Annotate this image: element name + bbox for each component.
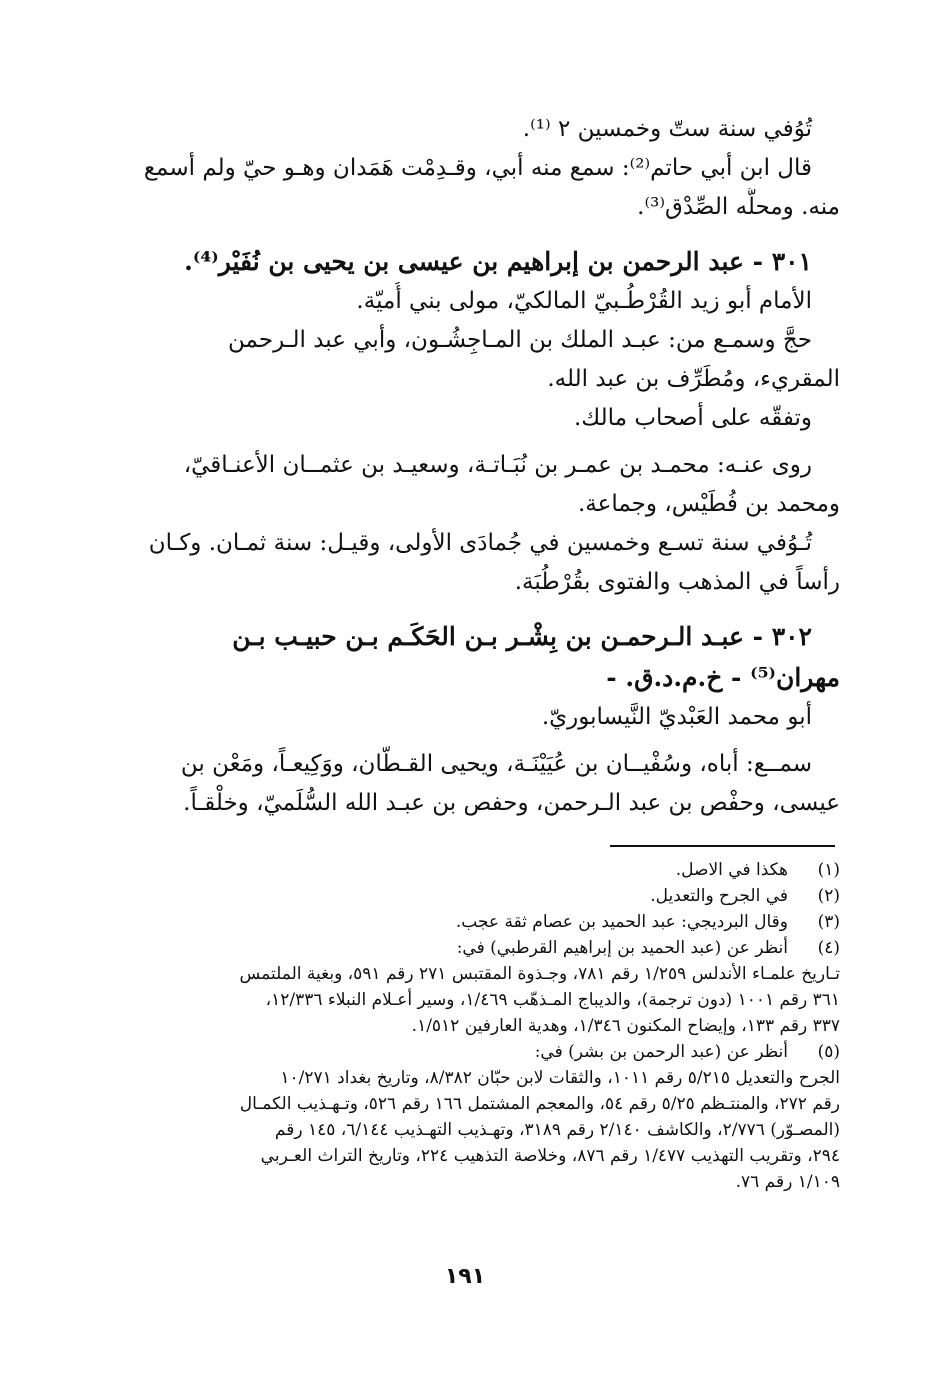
text-line: الأمام أبو زيد القُرْطُـبيّ المالكيّ، مولى بني أُميّة.	[356, 288, 812, 314]
footnote-text: هكذا في الاصل.	[675, 860, 788, 880]
footnote-number: (٤)	[817, 938, 840, 958]
footnote-text: ١/١٠٩ رقم ٧٦.	[735, 1172, 840, 1192]
text-line: رأساً في المذهب والفتوى بقُرْطُبَة.	[514, 569, 840, 595]
footnote	[95, 883, 840, 909]
footnote-text: وقال البرديجي: عبد الحميد بن عصام ثقة عجب.	[455, 912, 788, 932]
text-line: ومحمد بن فُطَيْس، وجماعة.	[577, 491, 840, 517]
footnote-divider	[610, 845, 835, 847]
text-line: روى عنـه: محمـد بن عمـر بن نُبَـاتـة، وسعيـد بن عثمــان الأعنـاقيّ،	[183, 452, 812, 478]
text-line: أبو محمد العَبْديّ النَّيسابوريّ.	[541, 704, 812, 730]
text-line: منه. ومحلُّه الصِّدْق⁽³⁾.	[637, 194, 840, 220]
text-line: قال ابن أبي حاتم⁽²⁾: سمع منه أبي، وقـدِمْت هَمَدان وهـو حيّ ولم أسمع	[143, 155, 812, 181]
text-line: عيسى، وحفْص بن عبد الـرحمن، وحفص بن عبـد الله السُّلَميّ، وخلْقـاً.	[183, 790, 840, 816]
entry-heading-302: ٣٠٢ - عبـد الـرحمـن بن بِشْـر بـن الحَكَـم بـن حبيـب بـن	[232, 622, 812, 651]
footnote-text: أنظر عن (عبد الحميد بن إبراهيم القرطبي) في:	[456, 938, 788, 958]
footnote-text: تـاريخ علمـاء الأندلس ١/٢٥٩ رقم ٧٨١، وجـذوة المقتبس ٢٧١ رقم ٥٩١، وبغية الملتمس	[239, 964, 840, 984]
page-number: ١٩١	[444, 1264, 486, 1289]
footnote-number: (١)	[817, 860, 840, 880]
entry-heading-301: ٣٠١ - عبد الرحمن بن إبراهيم بن عيسى بن يحيى بن نُفَيْر⁽⁴⁾.	[184, 247, 812, 276]
footnote-text: الجرح والتعديل ٥/٢١٥ رقم ١٠١١، والثقات لابن حبّان ٨/٣٨٢، وتاريخ بغداد ١٠/٢٧١	[280, 1068, 840, 1088]
footnote	[95, 857, 840, 883]
footnote-text: أنظر عن (عبد الرحمن بن بشر) في:	[534, 1042, 788, 1062]
text-line: تُوُفي سنة ستّ وخمسين ٢ ⁽¹⁾.	[522, 116, 812, 142]
text-line: المقريء، ومُطَرِّف بن عبد الله.	[547, 366, 840, 392]
footnote-text: ٢٩٤، وتقريب التهذيب ١/٤٧٧ رقم ٨٧٦، وخلاصة التذهيب ٢٢٤، وتاريخ التراث العـربي	[260, 1146, 840, 1166]
text-line: وتفقّه على أصحاب مالك.	[573, 405, 812, 431]
footnote	[95, 935, 840, 961]
footnote-number: (٢)	[817, 886, 840, 906]
footnote-number: (٣)	[817, 912, 840, 932]
entry-heading-302-cont: مهران⁽⁵⁾ - خ.م.د.ق. -	[606, 663, 840, 692]
text-line: حجَّ وسمـع من: عبـد الملك بن المـاجِشُـون، وأبي عبد الـرحمن	[228, 327, 812, 353]
text-line: سمــع: أباه، وسُفْيــان بن عُيَيْنَـة، ويحيى القـطّان، ووَكِيعـاً، ومَعْن بن	[180, 751, 812, 777]
footnote-number: (٥)	[817, 1042, 840, 1062]
footnote-text: في الجرح والتعديل.	[650, 886, 788, 906]
footnote	[95, 1039, 840, 1065]
footnote-text: ٣٦١ رقم ١٠٠١ (دون ترجمة)، والديباج المـذهّب ١/٤٦٩، وسير أعـلام النبلاء ١٢/٣٣٦،	[265, 990, 840, 1010]
footnote	[95, 909, 840, 935]
footnotes	[95, 857, 840, 1195]
text-line: تُـوُفي سنة تسـع وخمسين في جُمادَى الأولى، وقيـل: سنة ثمـان. وكـان	[148, 530, 812, 556]
main-text	[95, 110, 840, 823]
footnote-text: رقم ٢٧٢، والمنتـظم ٥/٢٥ رقم ٥٤، والمعجم المشتمل ١٦٦ رقم ٥٢٦، وتـهـذيب الكمـال	[239, 1094, 840, 1114]
footnote-text: (المصـوّر) ٢/٧٧٦، والكاشف ٢/١٤٠ رقم ٣١٨٩، وتهـذيب التهـذيب ٦/١٤٤، ١٤٥ رقم	[274, 1120, 840, 1140]
footnote-text: ٣٣٧ رقم ١٣٣، وإيضاح المكنون ١/٣٤٦، وهدية العارفين ١/٥١٢.	[411, 1016, 840, 1036]
